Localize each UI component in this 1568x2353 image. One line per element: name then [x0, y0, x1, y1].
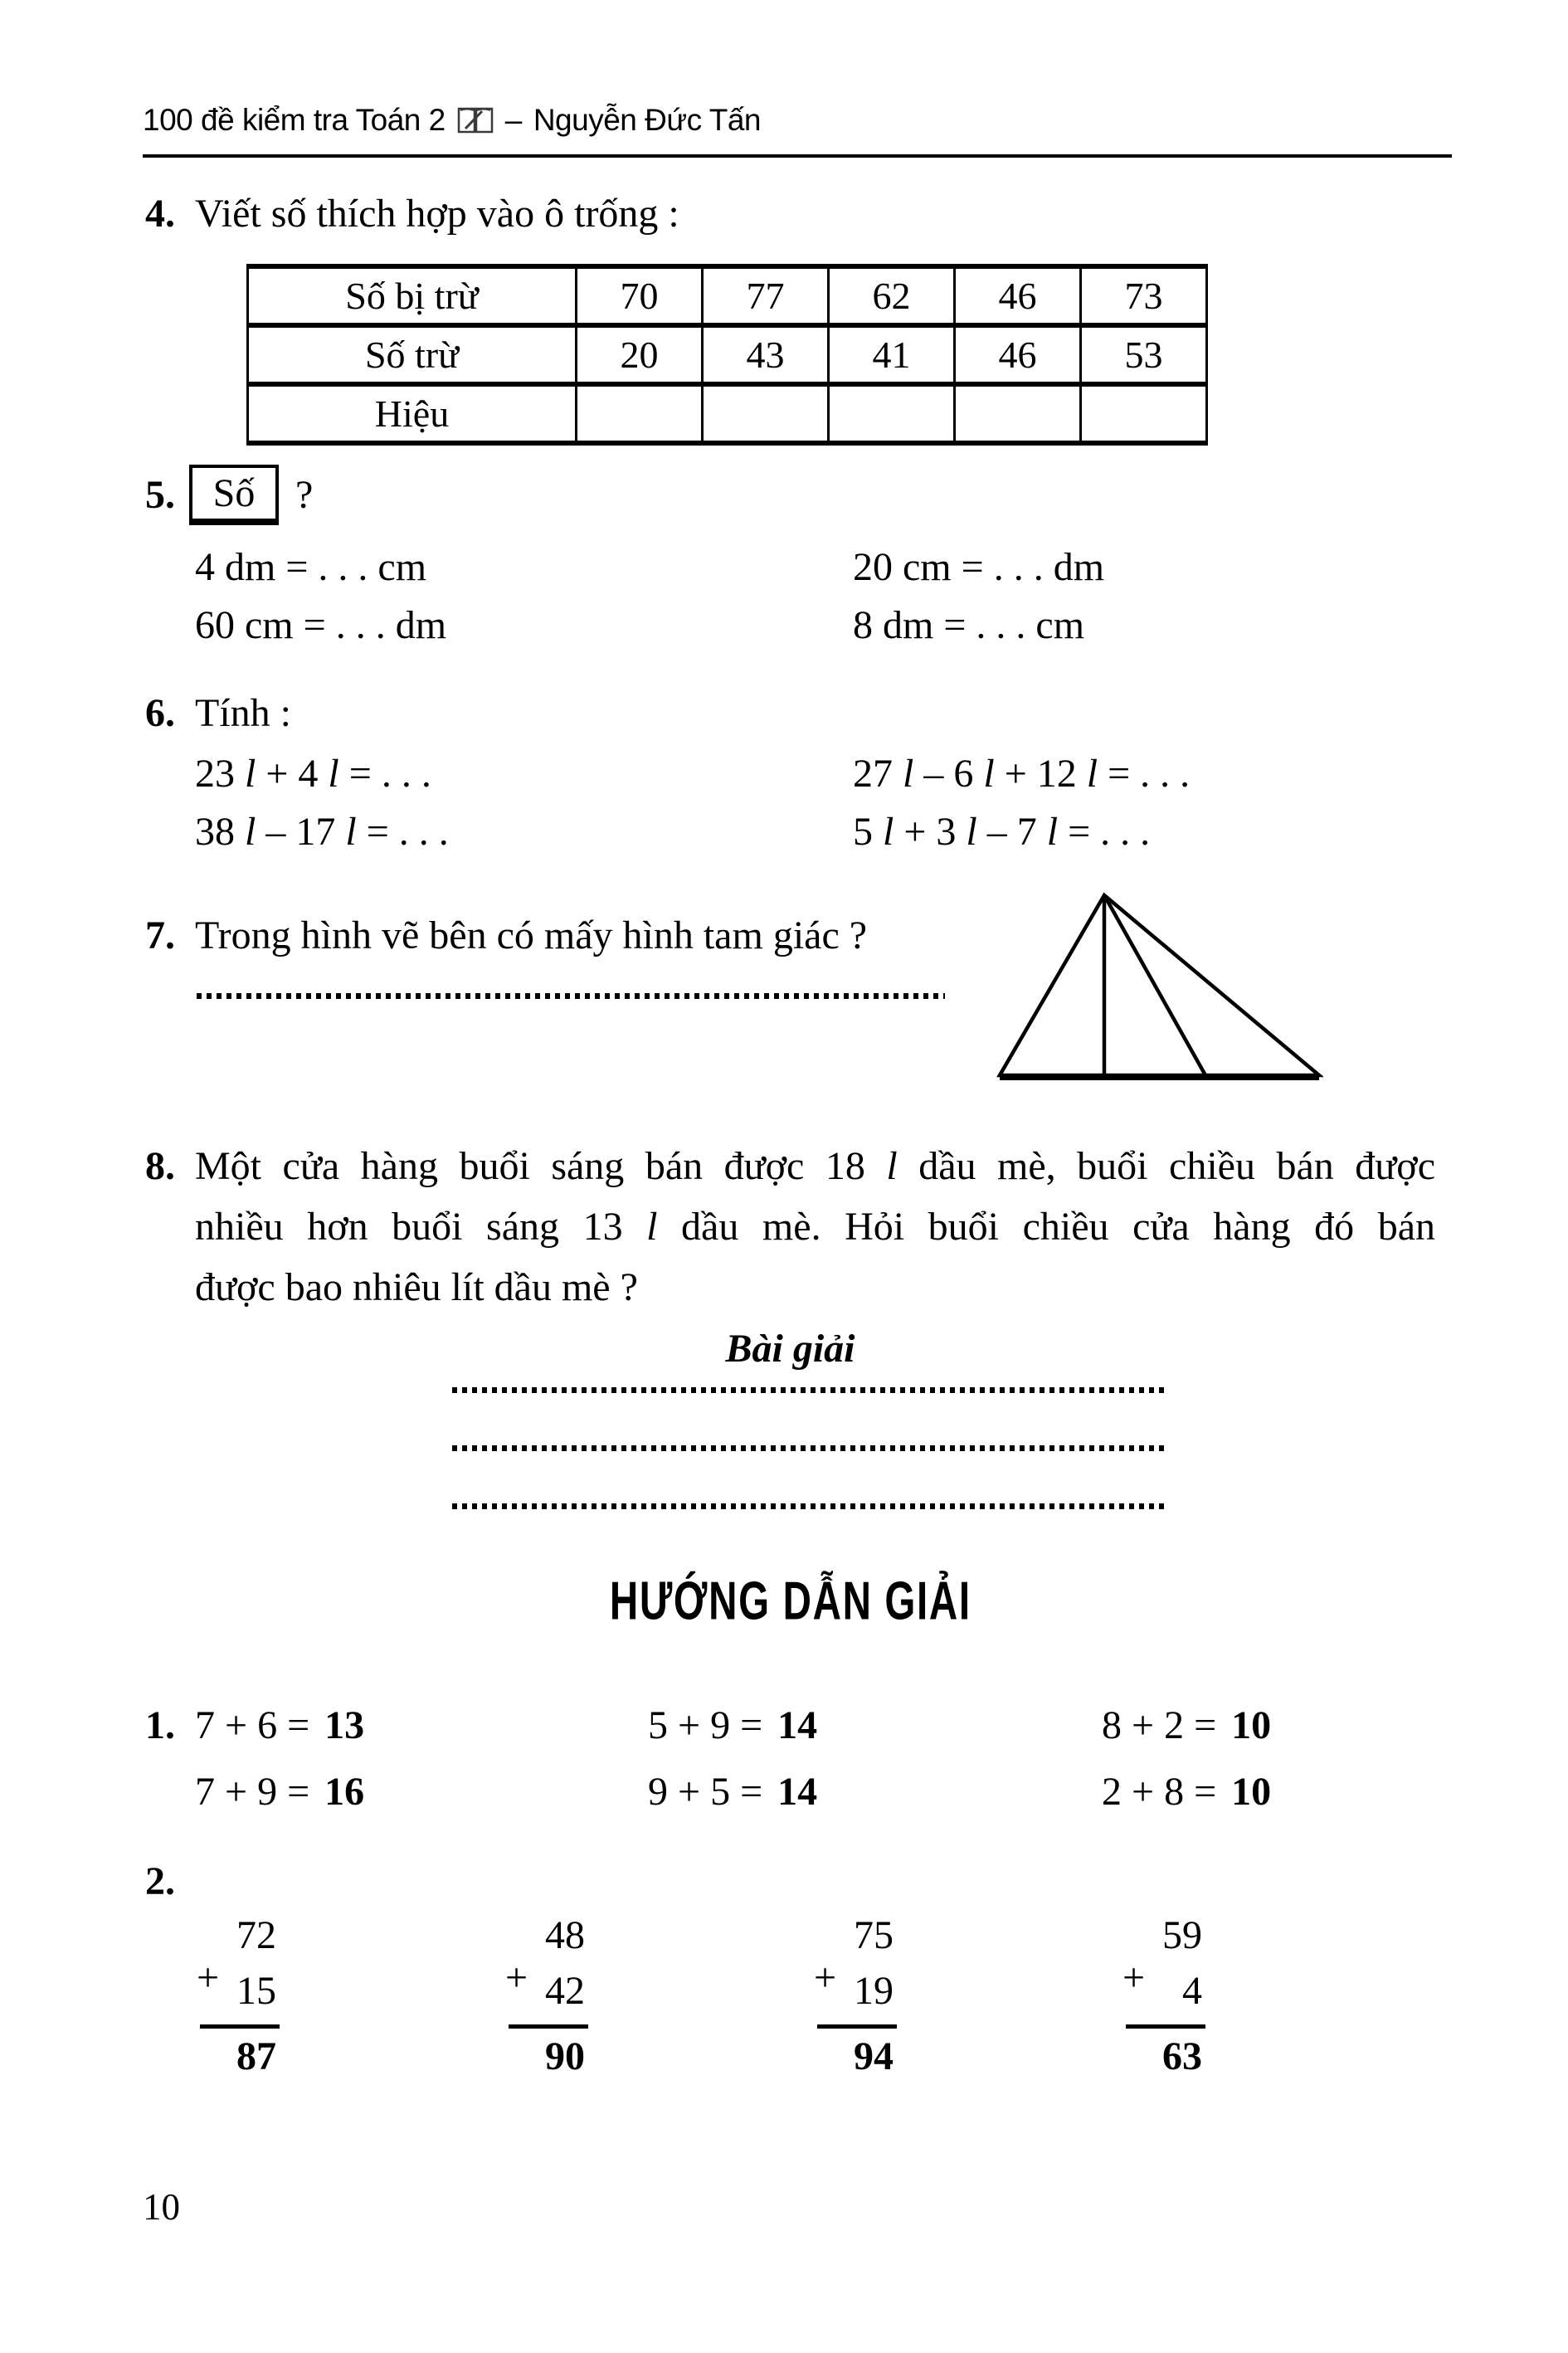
row-label-cell: Hiệu — [248, 384, 577, 443]
value-cell: 53 — [1081, 325, 1207, 384]
plus-sign: + — [505, 1956, 528, 2000]
solved-equation: 5 + 9 = 14 — [648, 1703, 818, 1747]
problem-title: Tính : — [195, 691, 291, 735]
value-cell: 73 — [1081, 266, 1207, 325]
value-cell: 46 — [955, 266, 1081, 325]
addend-top: 72 — [236, 1913, 276, 1957]
empty-answer-cell — [577, 384, 703, 443]
book-pen-icon — [457, 104, 494, 137]
header-rule — [143, 154, 1452, 158]
problem-number: 8. — [145, 1144, 175, 1188]
sum-value: 87 — [236, 2034, 276, 2078]
problem-number: 6. — [145, 691, 175, 735]
so-box — [189, 465, 279, 525]
book-author: Nguyễn Đức Tấn — [533, 103, 761, 137]
problem-title: Viết số thích hợp vào ô trống : — [195, 192, 679, 236]
table-row — [248, 384, 1207, 443]
liter-equation: 23 l + 4 l = . . . — [195, 752, 431, 796]
problem-number: 4. — [145, 192, 175, 236]
sum-value: 94 — [854, 2034, 894, 2078]
empty-answer-cell — [955, 384, 1081, 443]
solution-label: Bài giải — [725, 1327, 855, 1371]
solved-equation: 7 + 9 = 16 — [195, 1770, 365, 1814]
conversion-row — [195, 544, 1439, 590]
column-addition — [505, 1910, 588, 2079]
empty-answer-cell — [703, 384, 829, 443]
empty-answer-cell — [829, 384, 955, 443]
solved-equation: 2 + 8 = 10 — [1102, 1770, 1272, 1814]
column-addition — [197, 1910, 280, 2079]
answer-value: 10 — [1231, 1703, 1272, 1747]
problem-8-head — [145, 1143, 1435, 1189]
plus-sign: + — [1122, 1956, 1146, 2000]
problem-4-head — [145, 191, 679, 236]
sum-value: 90 — [545, 2034, 585, 2078]
problem-6-head — [145, 690, 291, 736]
page-number: 10 — [143, 2186, 180, 2228]
value-cell: 77 — [703, 266, 829, 325]
value-cell: 41 — [829, 325, 955, 384]
column-addition — [814, 1910, 897, 2079]
word-problem-line: nhiều hơn buổi sáng 13 l dầu mè. Hỏi buổi chiều cửa hàng đó bán — [195, 1205, 1436, 1249]
equation-row — [195, 809, 1439, 855]
value-cell: 43 — [703, 325, 829, 384]
addend-top: 48 — [545, 1913, 585, 1957]
solution-1-row — [145, 1703, 1456, 1748]
liter-equation: 27 l – 6 l + 12 l = . . . — [853, 752, 1191, 796]
conversion-item: 8 dm = . . . cm — [853, 603, 1085, 647]
answer-value: 16 — [324, 1770, 365, 1814]
answer-value: 14 — [777, 1770, 818, 1814]
sum-rule — [509, 2024, 588, 2029]
running-head — [143, 103, 761, 138]
value-cell: 46 — [955, 325, 1081, 384]
row-label-cell: Số bị trừ — [248, 266, 577, 325]
table-row — [248, 325, 1207, 384]
equation-row — [195, 751, 1439, 797]
addend-bottom: + 15 — [197, 1966, 280, 2021]
problem-5-head — [145, 465, 313, 525]
solution-number: 1. — [145, 1703, 175, 1747]
plus-sign: + — [197, 1956, 220, 2000]
solved-equation: 7 + 6 = 13 — [195, 1703, 365, 1747]
liter-equation: 38 l – 17 l = . . . — [195, 810, 449, 854]
problem-question: Trong hình vẽ bên có mấy hình tam giác ? — [195, 913, 868, 957]
value-cell: 20 — [577, 325, 703, 384]
book-title: 100 đề kiểm tra Toán 2 — [143, 103, 446, 137]
conversion-row — [195, 602, 1439, 648]
answer-value: 14 — [777, 1703, 818, 1747]
table-row — [248, 266, 1207, 325]
row-label-cell: Số trừ — [248, 325, 577, 384]
plus-sign: + — [814, 1956, 837, 2000]
solution-1-row — [145, 1769, 1456, 1815]
solved-equation: 8 + 2 = 10 — [1102, 1703, 1272, 1747]
question-mark: ? — [295, 473, 314, 517]
triangle-figure — [996, 891, 1323, 1080]
sum-rule — [200, 2024, 280, 2029]
sum-value: 63 — [1162, 2034, 1202, 2078]
solution-number: 2. — [145, 1859, 175, 1903]
problem-number: 5. — [145, 473, 175, 517]
problem-number: 7. — [145, 913, 175, 957]
answer-value: 10 — [1231, 1770, 1272, 1814]
subtraction-table — [246, 264, 1208, 446]
answers-heading: HƯỚNG DẪN GIẢI — [609, 1571, 971, 1631]
so-box-label: Số — [212, 471, 256, 515]
value-cell: 70 — [577, 266, 703, 325]
head-dash: – — [504, 103, 522, 137]
sum-rule — [817, 2024, 897, 2029]
solved-equation: 9 + 5 = 14 — [648, 1770, 818, 1814]
addend-bottom: + 19 — [814, 1966, 897, 2021]
word-problem-line: Một cửa hàng buổi sáng bán được 18 l dầu mè, buổi chiều bán được — [195, 1144, 1435, 1188]
conversion-item: 4 dm = . . . cm — [195, 545, 427, 589]
liter-equation: 5 l + 3 l – 7 l = . . . — [853, 810, 1151, 854]
solution-number-spacer — [145, 1769, 195, 1815]
conversion-item: 20 cm = . . . dm — [853, 545, 1105, 589]
answer-dotted-line — [452, 1503, 1167, 1509]
addend-top: 59 — [1162, 1913, 1202, 1957]
answer-dotted-line — [452, 1445, 1167, 1451]
answer-dotted-line — [197, 993, 945, 999]
sum-rule — [1126, 2024, 1205, 2029]
answer-dotted-line — [452, 1387, 1167, 1393]
value-cell: 62 — [829, 266, 955, 325]
word-problem-line: được bao nhiêu lít dầu mè ? — [195, 1265, 638, 1309]
conversion-item: 60 cm = . . . dm — [195, 603, 447, 647]
addend-top: 75 — [854, 1913, 894, 1957]
answer-value: 13 — [324, 1703, 365, 1747]
problem-7-head — [145, 913, 867, 958]
addend-bottom: + 4 — [1122, 1966, 1205, 2021]
addend-bottom: + 42 — [505, 1966, 588, 2021]
empty-answer-cell — [1081, 384, 1207, 443]
column-addition — [1122, 1910, 1205, 2079]
